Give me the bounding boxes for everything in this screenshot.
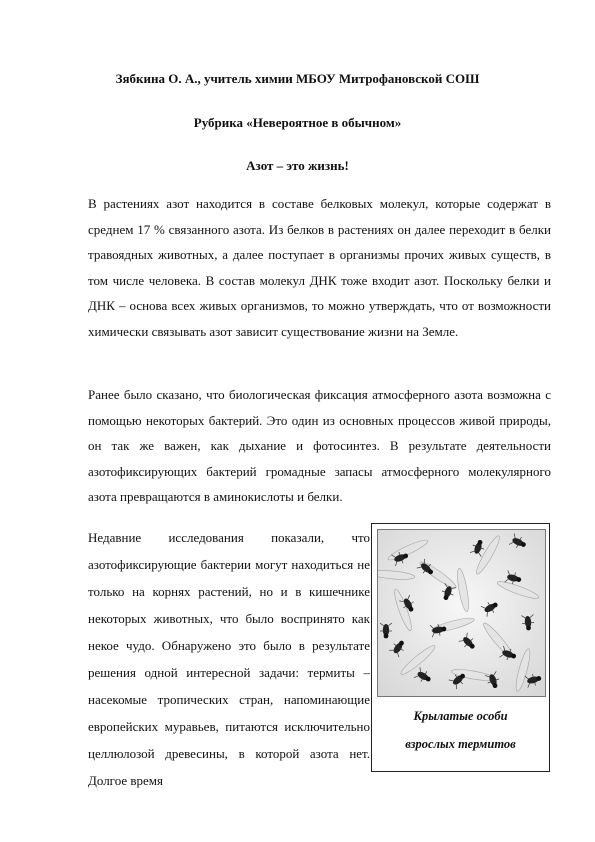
rubric-heading: Рубрика «Невероятное в обычном» — [193, 115, 402, 130]
paragraph-1: В растениях азот находится в составе белковых молекул, которые содержат в среднем 17 % связанного азота. Из белков в растениях он далее переходит в белки травоядных животных, а далее поступает в организмы прочих живых существ, в том числе человека. В состав молекул ДНК тоже входит азот. Поскольку белки и ДНК – основа всех живых организмов, то можно утверждать, что от возможности химически связывать азот зависит существование жизни на Земле. — [88, 196, 551, 339]
figure-caption-line-2: взрослых термитов — [405, 737, 516, 751]
paragraph-3: Недавние исследования показали, что азотофиксирующие бактерии могут находиться не только на корнях растений, но и в кишечнике некоторых животных, что было воспринято как некое чудо. Обнаружено это было в результате решения одной интересной задачи: термиты – насекомые тропических стран, напоминающие европейских муравьев, питаются исключительно целлюлозой древесины, в которой азота нет. Долгое время — [88, 530, 370, 788]
article-title: Азот – это жизнь! — [246, 158, 349, 173]
winged-termites-image — [378, 530, 545, 696]
termites-photo — [377, 529, 546, 697]
termites-figure — [371, 523, 550, 772]
paragraph-2: Ранее было сказано, что биологическая фиксация атмосферного азота возможна с помощью некоторых бактерий. Это один из основных процессов живой природы, он так же важен, как дыхание и фотосинтез. В результате деятельности азотофиксирующих бактерий громадные запасы атмосферного молекулярного азота превращаются в аминокислоты и белки. — [88, 387, 551, 504]
figure-caption-line-1: Крылатые особи — [413, 709, 508, 723]
author-line: Зябкина О. А., учитель химии МБОУ Митрофановской СОШ — [115, 71, 480, 86]
